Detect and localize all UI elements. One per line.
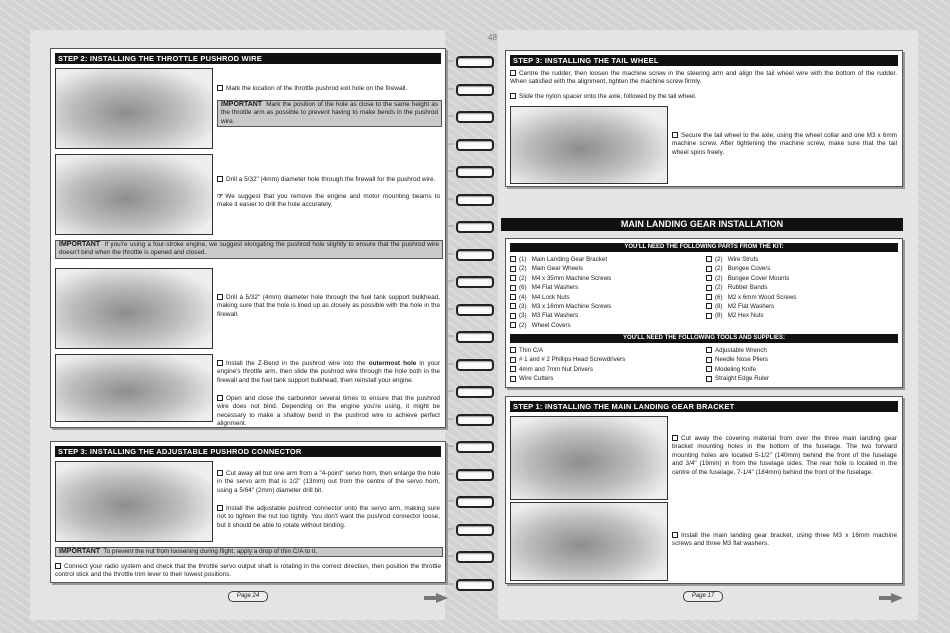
parts-list-col2 bbox=[706, 255, 796, 321]
list-item bbox=[510, 264, 611, 273]
item-name: Wheel Covers bbox=[531, 321, 571, 329]
item-quantity: (6) bbox=[519, 284, 527, 292]
checkbox-icon[interactable] bbox=[510, 322, 516, 328]
step3-text-3 bbox=[55, 563, 441, 580]
list-item bbox=[706, 365, 769, 374]
checkbox-icon[interactable] bbox=[217, 470, 223, 476]
binding-ring bbox=[456, 111, 494, 123]
checkbox-icon[interactable] bbox=[510, 376, 516, 382]
main-gear-title: STEP 1: INSTALLING THE MAIN LANDING GEAR BRACKET bbox=[510, 401, 898, 412]
step2-throttle-pushrod-box bbox=[50, 48, 446, 428]
parts-header: YOU'LL NEED THE FOLLOWING PARTS FROM THE KIT: bbox=[510, 243, 898, 252]
main-gear-s2: Install the main landing gear bracket, using three M3 x 16mm machine screws and three M3 flat washers. bbox=[672, 532, 897, 548]
item-name: Bungee Covers bbox=[727, 265, 771, 273]
page-number-right: Page 17 bbox=[683, 591, 723, 602]
binding-ring bbox=[456, 221, 494, 233]
binding-ring bbox=[456, 579, 494, 591]
photo-engine-firewall bbox=[55, 68, 213, 149]
checkbox-icon[interactable] bbox=[706, 275, 712, 281]
photo-cut-covering bbox=[510, 416, 668, 500]
item-name: M3 x 16mm Machine Screws bbox=[531, 303, 612, 311]
checkbox-icon[interactable] bbox=[510, 313, 516, 319]
binding-ring bbox=[456, 84, 494, 96]
checkbox-icon[interactable] bbox=[217, 85, 223, 91]
tail-wheel-title: STEP 3: INSTALLING THE TAIL WHEEL bbox=[510, 55, 898, 66]
checkbox-icon[interactable] bbox=[217, 176, 223, 182]
checkbox-icon[interactable] bbox=[510, 366, 516, 372]
photo-servo-horn bbox=[55, 461, 213, 542]
checkbox-icon[interactable] bbox=[510, 256, 516, 262]
item-name: 4mm and 7mm Nut Drivers bbox=[519, 365, 593, 373]
checkbox-icon[interactable] bbox=[510, 294, 516, 300]
pointing-hand-icon: ☞ bbox=[217, 193, 224, 200]
step2-s4-bold: outermost hole bbox=[368, 360, 417, 367]
tail-wheel-s2: Slide the nylon spacer onto the axle, followed by the tail wheel. bbox=[519, 93, 697, 100]
next-arrow-icon bbox=[891, 593, 903, 603]
item-quantity: (8) bbox=[715, 312, 723, 320]
binding-ring bbox=[456, 139, 494, 151]
list-item bbox=[510, 321, 611, 330]
tools-header: YOU'LL NEED THE FOLLOWING TOOLS AND SUPPLIES: bbox=[510, 334, 898, 343]
list-item bbox=[510, 255, 611, 264]
binding-ring bbox=[456, 386, 494, 398]
step3-s3: Connect your radio system and check that the throttle servo output shaft is rotating in the correct direction, then position the throttle control stick and the throttle trim lever to their lowest positions. bbox=[55, 563, 441, 579]
step2-s2: Drill a 5/32" (4mm) diameter hole through the firewall for the pushrod wire. bbox=[226, 176, 436, 183]
binding-ring bbox=[456, 331, 494, 343]
checkbox-icon[interactable] bbox=[217, 294, 223, 300]
step2-text-5 bbox=[217, 395, 440, 429]
step2-s4-a: Install the Z-Bend in the pushrod wire into the bbox=[226, 360, 369, 367]
step2-title: STEP 2: INSTALLING THE THROTTLE PUSHROD WIRE bbox=[55, 53, 441, 64]
item-quantity: (1) bbox=[519, 256, 527, 263]
list-item bbox=[510, 302, 611, 311]
section-title: MAIN LANDING GEAR INSTALLATION bbox=[501, 218, 903, 231]
photo-install-bracket bbox=[510, 502, 668, 581]
step2-important-2 bbox=[55, 240, 443, 259]
item-name: Needle Nose Pliers bbox=[715, 356, 768, 364]
binding-ring bbox=[456, 469, 494, 481]
binding-ring bbox=[456, 441, 494, 453]
step3-s2: Install the adjustable pushrod connector onto the servo arm, making sure not to tighten the nut too tightly. You don't want the pushrod connector loose, but it should be able to rotate without binding. bbox=[217, 505, 440, 529]
step2-text-3 bbox=[217, 294, 440, 319]
item-name: M3 Flat Washers bbox=[531, 312, 579, 320]
checkbox-icon[interactable] bbox=[510, 347, 516, 353]
item-name: Modeling Knife bbox=[715, 365, 756, 373]
important-text: To prevent the nut from loosening during flight, apply a drop of thin C/A to it. bbox=[103, 548, 318, 555]
list-item bbox=[706, 283, 796, 292]
step2-text-4 bbox=[217, 360, 440, 385]
step3-text-2 bbox=[217, 505, 440, 530]
item-quantity: (2) bbox=[519, 265, 527, 273]
step2-s4-b: in your engine's throttle arm, then slide the pushrod wire through the hole both in the firewall and the fuel tank support bulkhead, then reinstall your engine. bbox=[217, 360, 440, 384]
binding-ring bbox=[456, 249, 494, 261]
binding-ring bbox=[456, 359, 494, 371]
list-item bbox=[510, 355, 625, 364]
step2-s5: Open and close the carburetor several times to ensure that the pushrod wire does not bind. Depending on the engine you're using, it might be necessary to make a shallow bend in the pushrod wire to achieve perfect alignment. bbox=[217, 395, 440, 428]
next-arrow-icon bbox=[436, 593, 448, 603]
tools-list-col2 bbox=[706, 346, 769, 384]
important-label: IMPORTANT bbox=[221, 101, 263, 108]
item-name: Bungee Cover Mounts bbox=[727, 274, 790, 282]
step2-s3: Drill a 5/32" (4mm) diameter hole through the fuel tank support bulkhead, making sure that the hole is lined up as closely as possible with the hole in the firewall. bbox=[217, 294, 440, 318]
step3-text-1 bbox=[217, 470, 440, 495]
binding-ring bbox=[456, 194, 494, 206]
item-name: Main Landing Gear Bracket bbox=[531, 256, 608, 263]
item-name: M2 Hex Nuts bbox=[727, 312, 764, 320]
main-gear-text-2 bbox=[672, 532, 897, 549]
step3-important bbox=[55, 547, 443, 557]
binding-ring bbox=[456, 276, 494, 288]
item-name: Wire Struts bbox=[727, 256, 759, 263]
step2-note bbox=[217, 193, 440, 210]
checkbox-icon[interactable] bbox=[706, 347, 712, 353]
item-quantity: (4) bbox=[519, 293, 527, 301]
list-item bbox=[706, 311, 796, 320]
tail-wheel-text-3 bbox=[672, 132, 897, 157]
list-item bbox=[510, 283, 611, 292]
step3-s1: Cut away all but one arm from a "4-point" servo horn, then enlarge the hole in the servo arm that is 1/2" (13mm) out from the centre of the servo horn, using a 5/64" (2mm) diameter drill bit. bbox=[217, 470, 440, 494]
list-item bbox=[510, 293, 611, 302]
tail-wheel-text-2 bbox=[510, 93, 897, 101]
list-item bbox=[706, 346, 769, 355]
checkbox-icon[interactable] bbox=[706, 266, 712, 272]
checkbox-icon[interactable] bbox=[706, 357, 712, 363]
item-name: M4 x 35mm Machine Screws bbox=[531, 274, 612, 282]
item-quantity: (2) bbox=[715, 256, 723, 263]
item-name: Adjustable Wrench bbox=[715, 347, 767, 354]
checkbox-icon[interactable] bbox=[510, 303, 516, 309]
item-quantity: (3) bbox=[519, 303, 527, 311]
checkbox-icon[interactable] bbox=[217, 395, 223, 401]
checkbox-icon[interactable] bbox=[55, 563, 61, 569]
list-item bbox=[510, 274, 611, 283]
item-quantity: (2) bbox=[715, 274, 723, 282]
binding-ring bbox=[456, 56, 494, 68]
checkbox-icon[interactable] bbox=[706, 303, 712, 309]
checkbox-icon[interactable] bbox=[706, 376, 712, 382]
step2-note-text: We suggest that you remove the engine and motor mounting beams to make it easier to drill the hole accurately. bbox=[217, 193, 440, 209]
checkbox-icon[interactable] bbox=[510, 70, 516, 76]
important-label: IMPORTANT bbox=[59, 548, 101, 555]
checkbox-icon[interactable] bbox=[706, 256, 712, 262]
parts-tools-box bbox=[505, 238, 903, 388]
step2-important-1 bbox=[217, 100, 442, 127]
checkbox-icon[interactable] bbox=[510, 93, 516, 99]
photo-tail-wheel bbox=[510, 106, 668, 184]
item-quantity: (2) bbox=[715, 265, 723, 273]
item-quantity: (3) bbox=[519, 312, 527, 320]
checkbox-icon[interactable] bbox=[510, 266, 516, 272]
parts-list-col1 bbox=[510, 255, 611, 330]
list-item bbox=[510, 374, 625, 383]
checkbox-icon[interactable] bbox=[706, 366, 712, 372]
page-number-left: Page 24 bbox=[228, 591, 268, 602]
item-quantity: (2) bbox=[519, 321, 527, 329]
list-item bbox=[706, 374, 769, 383]
item-name: M4 Lock Nuts bbox=[531, 293, 570, 301]
photo-fuel-tank-bulkhead bbox=[55, 268, 213, 349]
binding-ring bbox=[456, 414, 494, 426]
item-name: Main Gear Wheels bbox=[531, 265, 583, 273]
tools-list-col1 bbox=[510, 346, 625, 384]
photo-drill-firewall bbox=[55, 154, 213, 235]
binding-ring bbox=[456, 304, 494, 316]
item-quantity: (2) bbox=[715, 284, 723, 292]
item-quantity: (6) bbox=[715, 293, 723, 301]
list-item bbox=[510, 346, 625, 355]
checkbox-icon[interactable] bbox=[217, 505, 223, 511]
list-item bbox=[706, 255, 796, 264]
binding-ring bbox=[456, 524, 494, 536]
corner-number-right: 48 bbox=[488, 33, 497, 42]
item-name: Wire Cutters bbox=[519, 375, 554, 383]
tail-wheel-box bbox=[505, 50, 903, 187]
binding-ring bbox=[456, 551, 494, 563]
checkbox-icon[interactable] bbox=[706, 285, 712, 291]
list-item bbox=[706, 355, 769, 364]
list-item bbox=[706, 274, 796, 283]
tail-wheel-text-1 bbox=[510, 70, 897, 87]
checkbox-icon[interactable] bbox=[510, 275, 516, 281]
list-item bbox=[706, 264, 796, 273]
important-label: IMPORTANT bbox=[59, 241, 101, 248]
checkbox-icon[interactable] bbox=[706, 313, 712, 319]
checkbox-icon[interactable] bbox=[510, 357, 516, 363]
item-name: Rubber Bands bbox=[727, 284, 768, 292]
item-name: M2 Flat Washers bbox=[727, 303, 775, 311]
item-quantity: (2) bbox=[519, 274, 527, 282]
step3-title: STEP 3: INSTALLING THE ADJUSTABLE PUSHROD CONNECTOR bbox=[55, 446, 441, 457]
checkbox-icon[interactable] bbox=[672, 132, 678, 138]
list-item bbox=[706, 293, 796, 302]
step2-text-1 bbox=[217, 85, 440, 93]
item-name: Thin C/A bbox=[519, 347, 544, 354]
list-item bbox=[706, 302, 796, 311]
photo-z-bend bbox=[55, 354, 213, 422]
step2-text-2 bbox=[217, 176, 440, 184]
main-gear-bracket-box bbox=[505, 396, 903, 584]
main-gear-text-1 bbox=[672, 435, 897, 477]
checkbox-icon[interactable] bbox=[672, 532, 678, 538]
item-name: M4 Flat Washers bbox=[531, 284, 579, 292]
step3-pushrod-connector-box bbox=[50, 441, 446, 583]
binding-ring bbox=[456, 166, 494, 178]
binding-ring bbox=[456, 496, 494, 508]
important-text: If you're using a four-stroke engine, we suggest elongating the pushrod hole slightly to ensure that the pushrod wire doesn't bind when the throttle is opened and closed. bbox=[59, 241, 439, 257]
checkbox-icon[interactable] bbox=[217, 360, 223, 366]
important-text: Mark the position of the hole as close to the same height as the throttle arm as possible to prevent having to make bends in the pushrod wire. bbox=[221, 101, 438, 125]
item-name: M2 x 6mm Wood Screws bbox=[727, 293, 797, 301]
list-item bbox=[510, 365, 625, 374]
checkbox-icon[interactable] bbox=[510, 285, 516, 291]
item-name: Straight Edge Ruler bbox=[715, 375, 769, 383]
tail-wheel-s1: Centre the rudder, then loosen the machine screw in the steering arm and align the tail wheel wire with the bottom of the rudder. When satisfied with the alignment, tighten the machine screw firmly. bbox=[510, 70, 897, 86]
tail-wheel-s3: Secure the tail wheel to the axle, using the wheel collar and one M3 x 6mm machine screw. After tightening the machine screw, make sure that the tail wheel spins freely. bbox=[672, 132, 897, 156]
checkbox-icon[interactable] bbox=[672, 435, 678, 441]
item-name: # 1 and # 2 Phillips Head Screwdrivers bbox=[519, 356, 626, 364]
main-gear-s1: Cut away the covering material from over the three main landing gear bracket mounting holes in the bottom of the fuselage. The two forward mounting holes are located 5-1/2" (140mm) behind the front of the fuselage and 3/4" (19mm) in from the fuselage sides. The rear hole is located in the centre of the fuselage, 7-1/4" (184mm) behind the front of the fuselage. bbox=[672, 435, 897, 476]
step2-s1: Mark the location of the throttle pushrod exit hole on the firewall. bbox=[226, 85, 408, 92]
item-quantity: (8) bbox=[715, 303, 723, 311]
list-item bbox=[510, 311, 611, 320]
checkbox-icon[interactable] bbox=[706, 294, 712, 300]
